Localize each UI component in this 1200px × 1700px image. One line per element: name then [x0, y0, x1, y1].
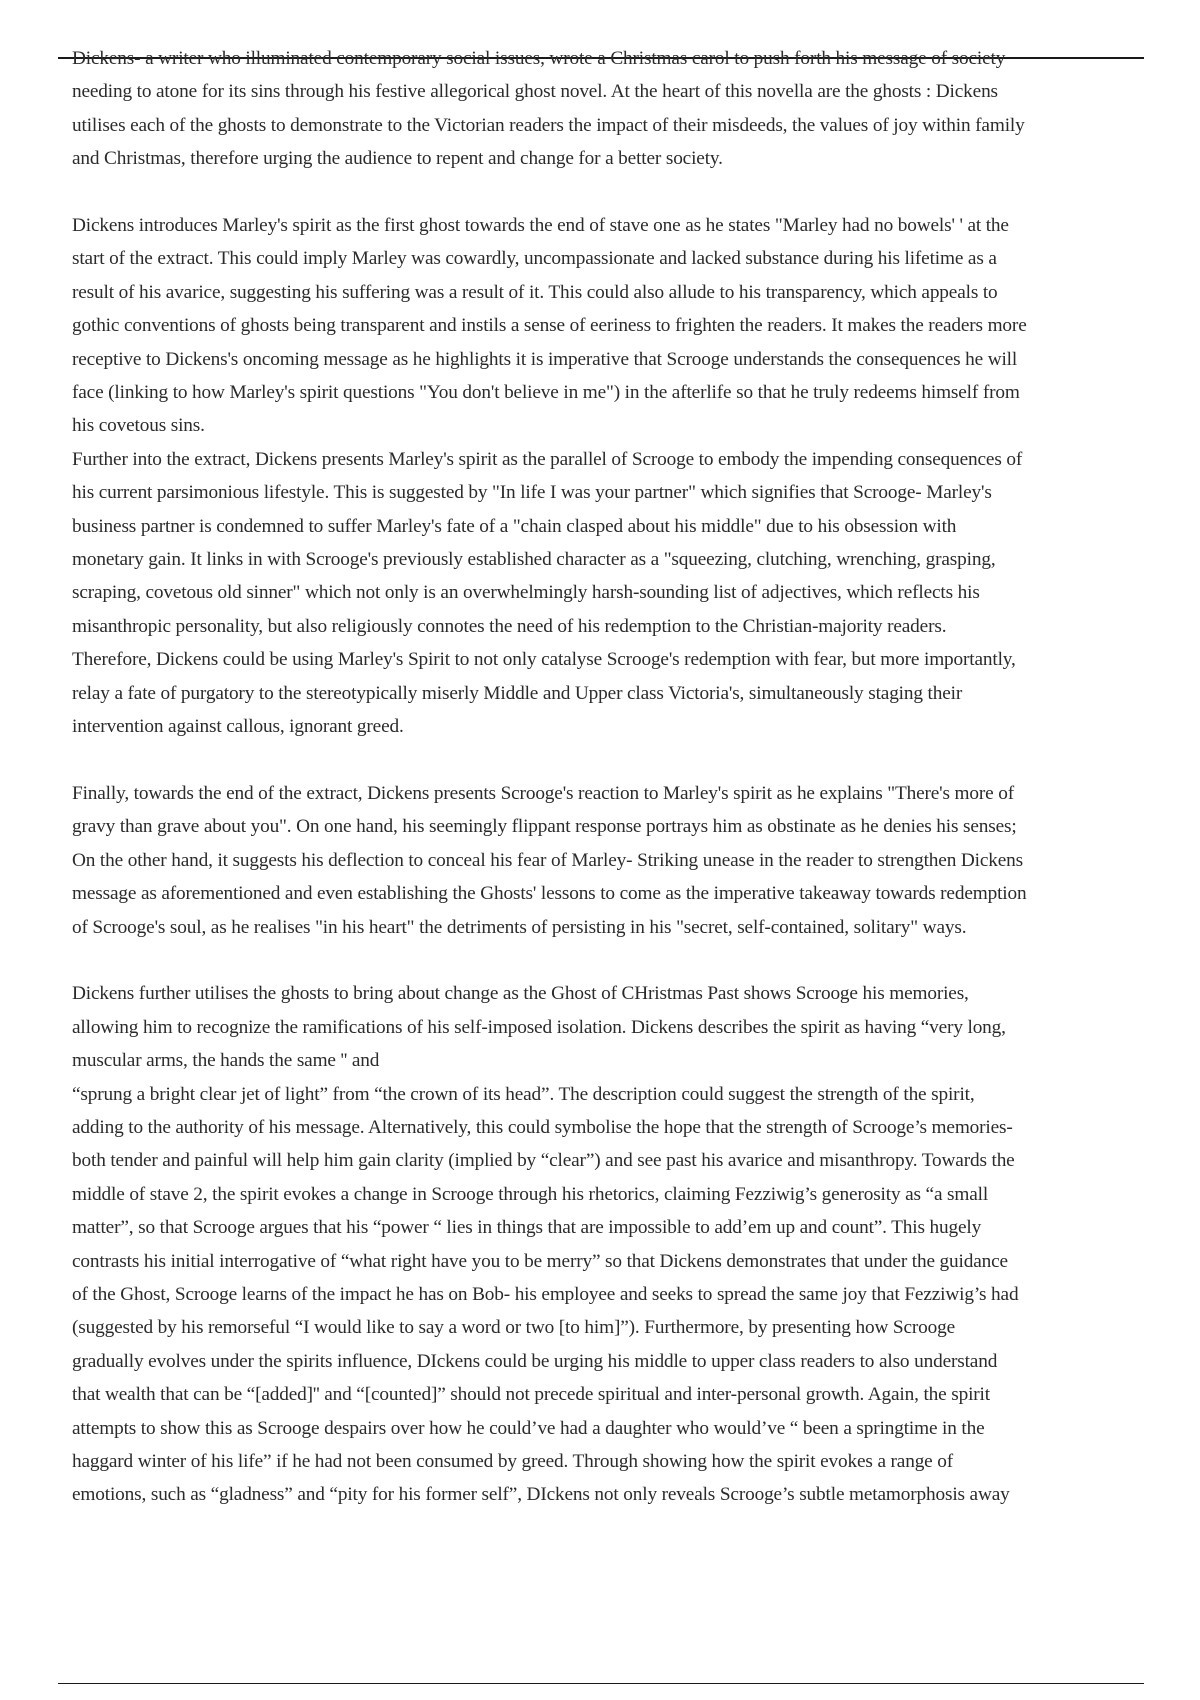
- paragraph-line: (suggested by his remorseful “I would like to say a word or two [to him]”). Furthermore, by presenting how Scrooge: [72, 1317, 956, 1339]
- paragraph-line: message as aforementioned and even establishing the Ghosts' lessons to come as the imperative takeaway towards redemption: [72, 883, 1027, 905]
- scrooge-reaction-paragraph: [72, 777, 1132, 944]
- bottom-rule: [58, 1683, 1144, 1684]
- paragraph-line: and Christmas, therefore urging the audience to repent and change for a better society.: [72, 148, 723, 170]
- marley-partner-paragraph: [72, 443, 1132, 744]
- paragraph-line: Therefore, Dickens could be using Marley's Spirit to not only catalyse Scrooge's redemption with fear, but more importantly,: [72, 649, 1016, 671]
- paragraph-line: matter”, so that Scrooge argues that his “power “ lies in things that are impossible to add’em up and count”. This hugely: [72, 1217, 982, 1239]
- paragraph-line: monetary gain. It links in with Scrooge's previously established character as a "squeezing, clutching, wrenching, grasping,: [72, 549, 996, 571]
- paragraph-line: attempts to show this as Scrooge despairs over how he could’ve had a daughter who would’ve “ been a springtime in the: [72, 1417, 985, 1439]
- paragraph-line: his current parsimonious lifestyle. This is suggested by "In life I was your partner" which signifies that Scrooge- Marley's: [72, 482, 992, 504]
- paragraph-line: receptive to Dickens's oncoming message as he highlights it is imperative that Scrooge understands the consequences he will: [72, 348, 1018, 370]
- paragraph-line: utilises each of the ghosts to demonstrate to the Victorian readers the impact of their misdeeds, the values of joy within family: [72, 114, 1025, 136]
- paragraph-line: face (linking to how Marley's spirit questions "You don't believe in me") in the afterlife so that he truly redeems himself from: [72, 382, 1020, 404]
- marley-bowels-paragraph: [72, 209, 1132, 443]
- paragraph-line: adding to the authority of his message. Alternatively, this could symbolise the hope that the strength of Scrooge’s memories-: [72, 1116, 1013, 1138]
- paragraph-line: relay a fate of purgatory to the stereotypically miserly Middle and Upper class Victoria's, simultaneously staging their: [72, 682, 963, 704]
- paragraph-line: middle of stave 2, the spirit evokes a change in Scrooge through his rhetorics, claiming Fezziwig’s generosity as “a small: [72, 1183, 989, 1205]
- paragraph-line: his covetous sins.: [72, 415, 205, 437]
- spirit-light-paragraph: [72, 1078, 1132, 1512]
- paragraph-line: gradually evolves under the spirits influence, DIckens could be urging his middle to upper class readers to also understand: [72, 1350, 998, 1372]
- paragraph-line: gravy than grave about you". On one hand, his seemingly flippant response portrays him as obstinate as he denies his senses;: [72, 816, 1017, 838]
- essay-body: [72, 42, 1132, 1512]
- paragraph-line: Dickens further utilises the ghosts to bring about change as the Ghost of CHristmas Past shows Scrooge his memories,: [72, 983, 969, 1005]
- paragraph-line: needing to atone for its sins through his festive allegorical ghost novel. At the heart of this novella are the ghosts : Dickens: [72, 81, 998, 103]
- paragraph-line: that wealth that can be “[added]'' and “[counted]” should not precede spiritual and inter-personal growth. Again, the spirit: [72, 1384, 990, 1406]
- intro-paragraph: [72, 42, 1132, 176]
- paragraph-line: intervention against callous, ignorant greed.: [72, 716, 404, 738]
- paragraph-line: emotions, such as “gladness” and “pity for his former self”, DIckens not only reveals Scrooge’s subtle metamorphosis away: [72, 1484, 1010, 1506]
- paragraph-line: Finally, towards the end of the extract, Dickens presents Scrooge's reaction to Marley's spirit as he explains "There's more of: [72, 782, 1014, 804]
- paragraph-line: scraping, covetous old sinner" which not only is an overwhelmingly harsh-sounding list of adjectives, which reflects his: [72, 582, 980, 604]
- paragraph-line: contrasts his initial interrogative of “what right have you to be merry” so that Dickens demonstrates that under the guidance: [72, 1250, 1008, 1272]
- paragraph-line: of the Ghost, Scrooge learns of the impact he has on Bob- his employee and seeks to spread the same joy that Fezziwig’s had: [72, 1283, 1019, 1305]
- christmas-past-paragraph: [72, 977, 1132, 1077]
- paragraph-line: misanthropic personality, but also religiously connotes the need of his redemption to the Christian-majority readers.: [72, 615, 947, 637]
- paragraph-line: result of his avarice, suggesting his suffering was a result of it. This could also allude to his transparency, which appeals to: [72, 281, 998, 303]
- paragraph-line: haggard winter of his life” if he had not been consumed by greed. Through showing how the spirit evokes a range of: [72, 1451, 954, 1473]
- paragraph-line: business partner is condemned to suffer Marley's fate of a "chain clasped about his middle" due to his obsession with: [72, 515, 957, 537]
- paragraph-line: Dickens- a writer who illuminated contemporary social issues, wrote a Christmas carol to push forth his message of society: [72, 48, 1006, 69]
- paragraph-line: allowing him to recognize the ramifications of his self-imposed isolation. Dickens describes the spirit as having “very long,: [72, 1016, 1006, 1038]
- paragraph-line: Dickens introduces Marley's spirit as the first ghost towards the end of stave one as he states "Marley had no bowels' ' at the: [72, 215, 1009, 237]
- paragraph-line: of Scrooge's soul, as he realises "in his heart" the detriments of persisting in his "secret, self-contained, solitary" ways.: [72, 916, 967, 938]
- paragraph-line: On the other hand, it suggests his deflection to conceal his fear of Marley- Striking unease in the reader to strengthen Dickens: [72, 849, 1024, 871]
- paragraph-line: start of the extract. This could imply Marley was cowardly, uncompassionate and lacked substance during his lifetime as a: [72, 248, 997, 270]
- paragraph-line: “sprung a bright clear jet of light” from “the crown of its head”. The description could suggest the strength of the spirit,: [72, 1083, 975, 1105]
- paragraph-line: muscular arms, the hands the same '' and: [72, 1050, 380, 1072]
- paragraph-line: both tender and painful will help him gain clarity (implied by “clear”) and see past his avarice and misanthropy. Towards the: [72, 1150, 1015, 1172]
- paragraph-line: Further into the extract, Dickens presents Marley's spirit as the parallel of Scrooge to embody the impending consequences of: [72, 448, 1023, 470]
- paragraph-line: gothic conventions of ghosts being transparent and instils a sense of eeriness to frighten the readers. It makes the readers more: [72, 315, 1027, 337]
